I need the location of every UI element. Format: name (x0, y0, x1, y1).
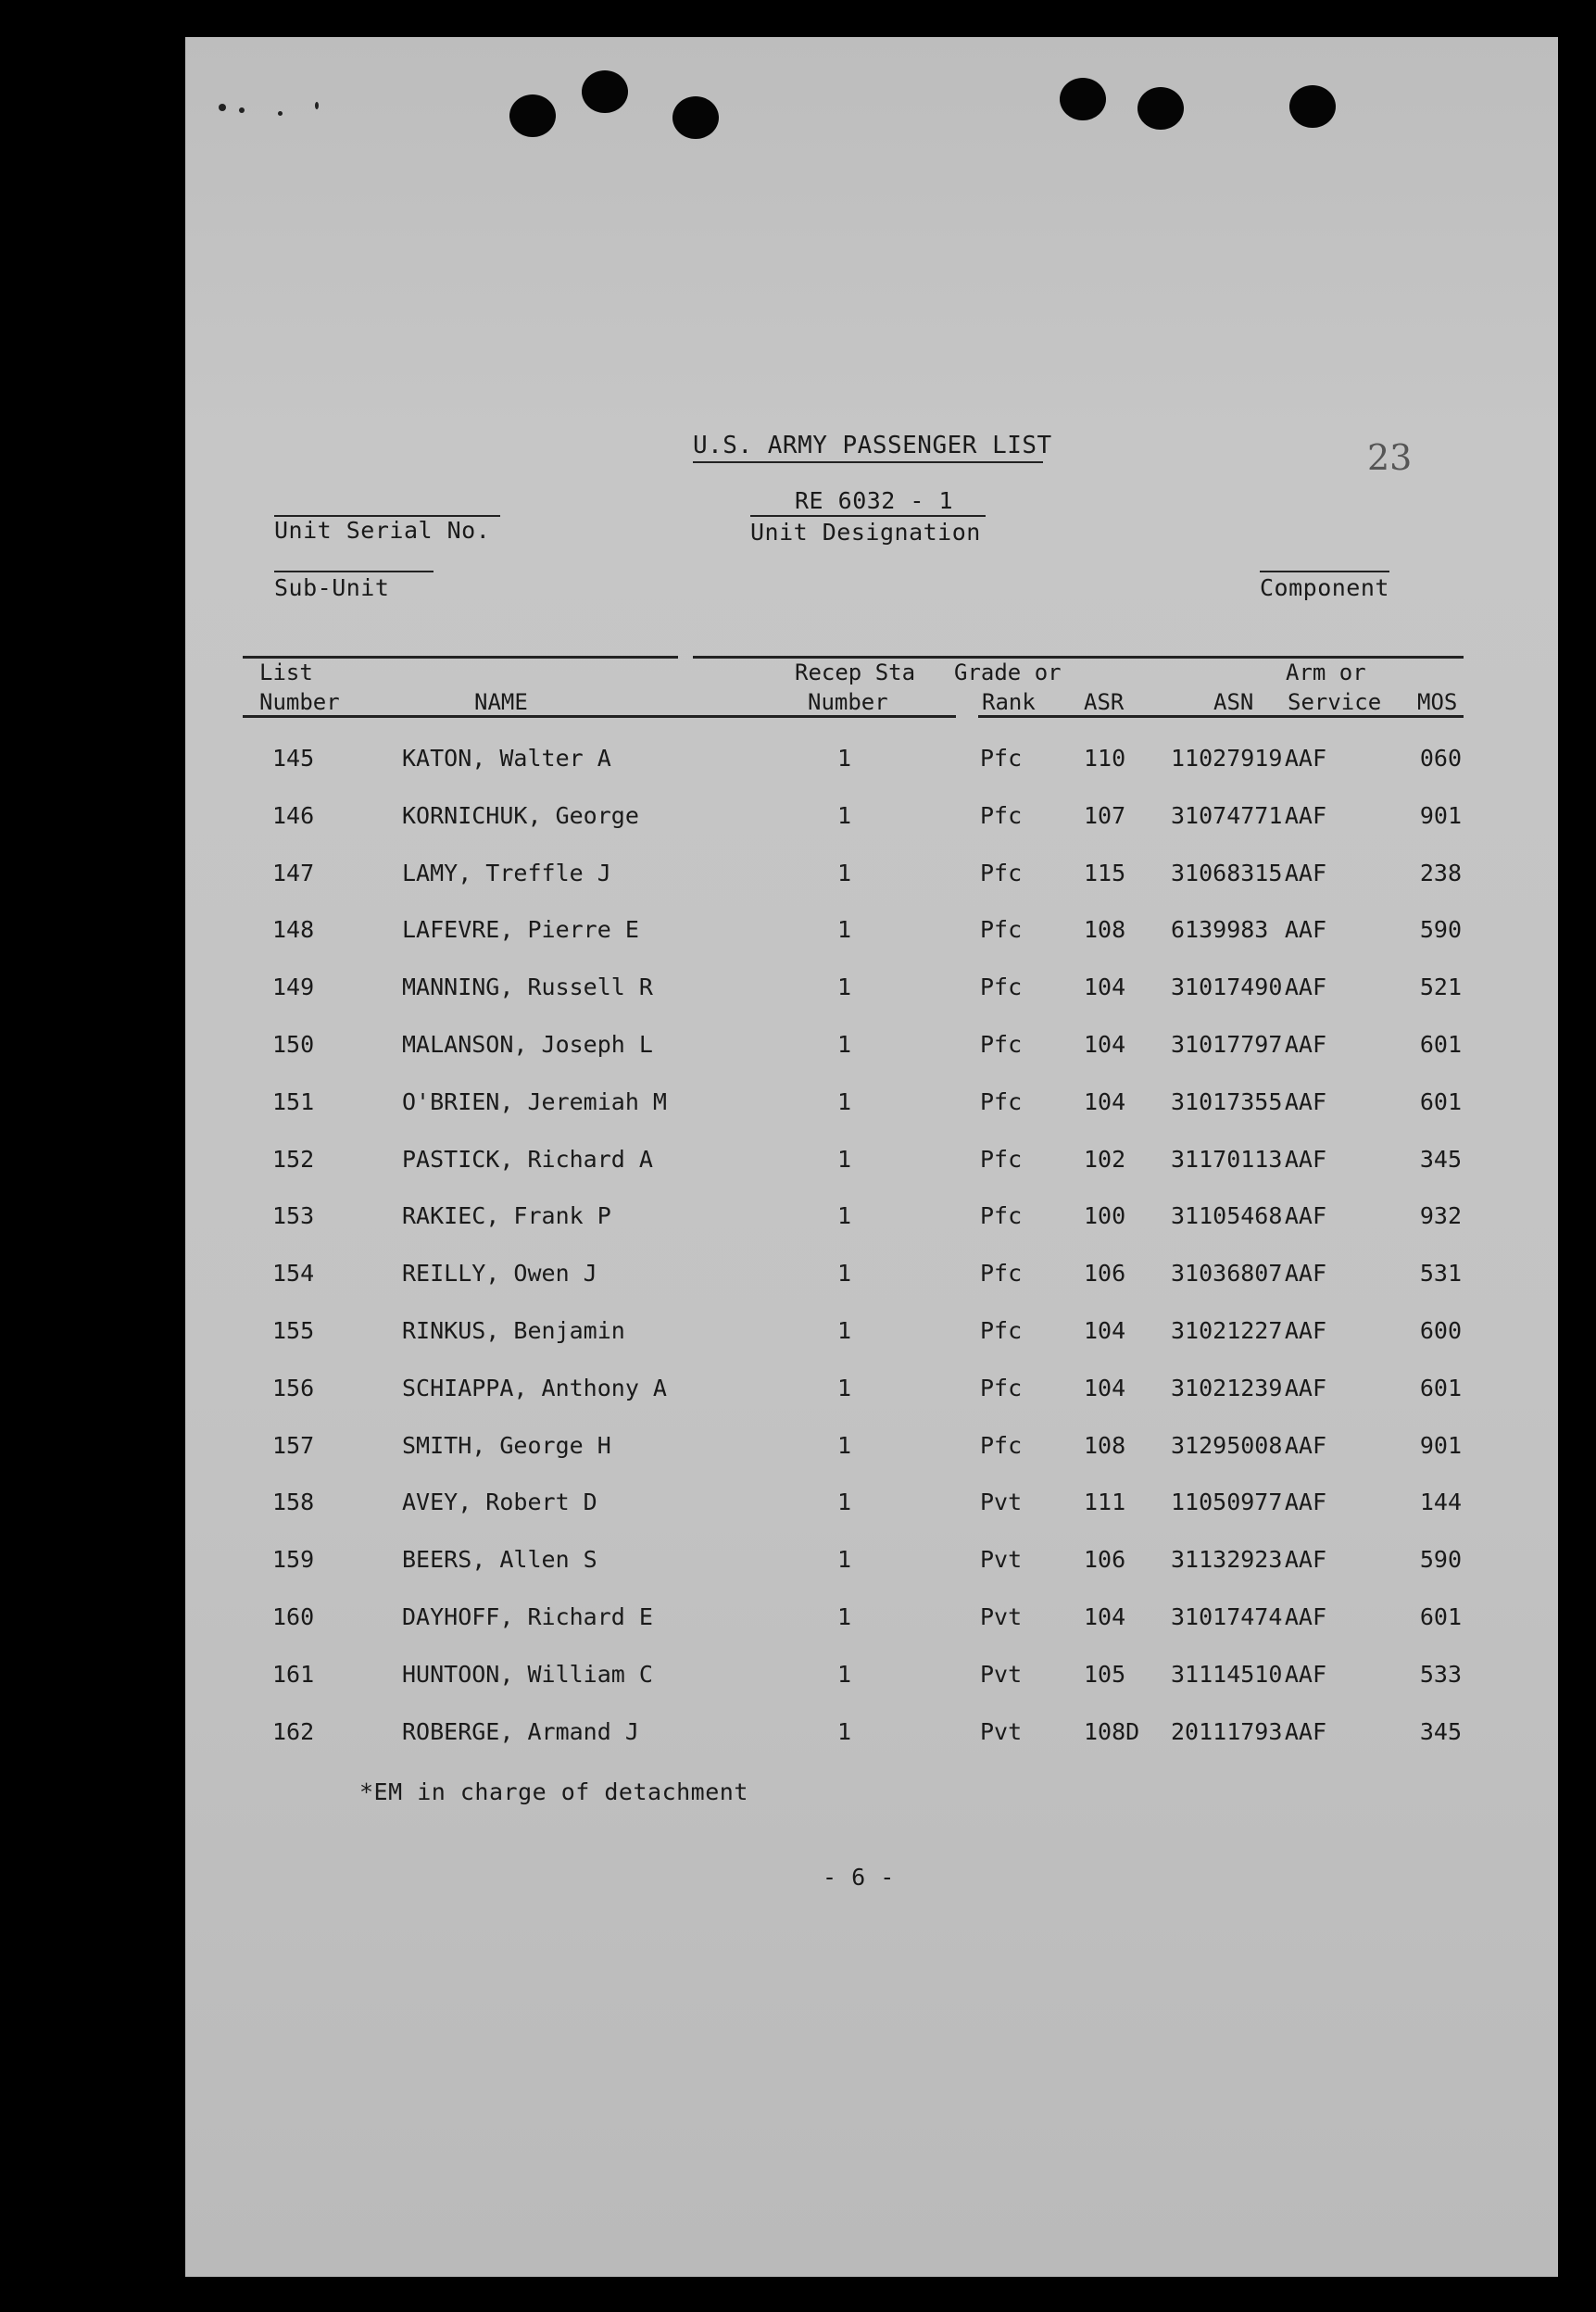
cell-asn: 31021227 (1171, 1317, 1283, 1344)
cell-recep-number: 1 (837, 1145, 852, 1173)
cell-name: KORNICHUK, George (402, 801, 639, 829)
cell-asr: 108 (1084, 1431, 1126, 1459)
cell-arm: AAF (1284, 1087, 1326, 1115)
table-row (0, 974, 1596, 1011)
cell-asr: 104 (1084, 1374, 1126, 1401)
table-row (0, 1661, 1596, 1698)
header-grade: Rank (982, 689, 1036, 715)
cell-recep-number: 1 (837, 859, 852, 886)
cell-asr: 106 (1084, 1260, 1126, 1288)
cell-mos: 531 (1419, 1260, 1462, 1288)
cell-name: RAKIEC, Frank P (402, 1202, 611, 1230)
table-header-rule (243, 715, 956, 718)
cell-asr: 115 (1084, 859, 1126, 886)
header-grade: Grade or (954, 660, 1062, 685)
cell-arm: AAF (1284, 745, 1326, 772)
cell-mos: 601 (1419, 1087, 1462, 1115)
cell-asr: 102 (1084, 1145, 1126, 1173)
cell-arm: AAF (1284, 859, 1326, 886)
table-row (0, 1260, 1596, 1297)
component-label: Component (1260, 574, 1389, 601)
cell-recep-number: 1 (837, 1087, 852, 1115)
cell-mos: 533 (1419, 1660, 1462, 1688)
speck (278, 111, 283, 116)
cell-name: REILLY, Owen J (402, 1260, 597, 1288)
header-asn: ASN (1213, 689, 1254, 715)
cell-asn: 11050977 (1171, 1489, 1283, 1516)
cell-list-number: 162 (272, 1717, 315, 1745)
cell-asn: 31074771 (1171, 801, 1283, 829)
cell-mos: 144 (1419, 1489, 1462, 1516)
cell-arm: AAF (1284, 1202, 1326, 1230)
cell-name: SMITH, George H (402, 1431, 611, 1459)
table-row (0, 802, 1596, 839)
cell-recep-number: 1 (837, 1260, 852, 1288)
cell-arm: AAF (1284, 1031, 1326, 1058)
table-row (0, 1317, 1596, 1354)
cell-asn: 31036807 (1171, 1260, 1283, 1288)
cell-asn: 31017474 (1171, 1603, 1283, 1630)
cell-list-number: 150 (272, 1031, 315, 1058)
cell-arm: AAF (1284, 1603, 1326, 1630)
cell-name: HUNTOON, William C (402, 1660, 653, 1688)
cell-name: LAMY, Treffle J (402, 859, 611, 886)
cell-name: PASTICK, Richard A (402, 1145, 653, 1173)
header-recep-sta: Number (808, 689, 888, 715)
cell-arm: AAF (1284, 1145, 1326, 1173)
punch-hole (1289, 85, 1336, 128)
unit-designation-value: RE 6032 - 1 (795, 487, 954, 514)
cell-recep-number: 1 (837, 1717, 852, 1745)
cell-asr: 104 (1084, 1031, 1126, 1058)
header-arm: Arm or (1286, 660, 1366, 685)
cell-recep-number: 1 (837, 1317, 852, 1344)
cell-mos: 590 (1419, 1546, 1462, 1574)
cell-grade: Pfc (980, 1202, 1023, 1230)
cell-arm: AAF (1284, 974, 1326, 1001)
cell-recep-number: 1 (837, 1031, 852, 1058)
punch-hole (582, 70, 628, 113)
cell-asn: 31114510 (1171, 1660, 1283, 1688)
cell-grade: Pvt (980, 1660, 1023, 1688)
cell-grade: Pvt (980, 1546, 1023, 1574)
cell-list-number: 156 (272, 1374, 315, 1401)
cell-recep-number: 1 (837, 1489, 852, 1516)
cell-asr: 104 (1084, 1087, 1126, 1115)
cell-list-number: 151 (272, 1087, 315, 1115)
sub-unit-label: Sub-Unit (274, 574, 390, 601)
cell-mos: 060 (1419, 745, 1462, 772)
cell-asr: 106 (1084, 1546, 1126, 1574)
page-number: 23 (1367, 437, 1413, 478)
header-name: NAME (474, 689, 528, 715)
cell-asr: 104 (1084, 1317, 1126, 1344)
header-recep-sta: Recep Sta (795, 660, 916, 685)
cell-list-number: 148 (272, 916, 315, 944)
table-row (0, 860, 1596, 897)
footer-page-number: - 6 - (823, 1864, 895, 1891)
cell-grade: Pfc (980, 1087, 1023, 1115)
cell-list-number: 147 (272, 859, 315, 886)
cell-list-number: 158 (272, 1489, 315, 1516)
cell-name: RINKUS, Benjamin (402, 1317, 625, 1344)
cell-asn: 31295008 (1171, 1431, 1283, 1459)
cell-asn: 31017355 (1171, 1087, 1283, 1115)
punch-hole (1137, 87, 1184, 130)
cell-asn: 11027919 (1171, 745, 1283, 772)
cell-name: BEERS, Allen S (402, 1546, 597, 1574)
table-row (0, 1489, 1596, 1526)
unit-designation-label: Unit Designation (750, 519, 981, 546)
table-row (0, 1031, 1596, 1068)
cell-grade: Pvt (980, 1717, 1023, 1745)
cell-asn: 6139983 (1171, 916, 1269, 944)
table-row (0, 745, 1596, 782)
cell-list-number: 161 (272, 1660, 315, 1688)
cell-recep-number: 1 (837, 801, 852, 829)
header-asr: ASR (1084, 689, 1125, 715)
cell-mos: 601 (1419, 1603, 1462, 1630)
table-row (0, 1432, 1596, 1469)
cell-list-number: 153 (272, 1202, 315, 1230)
table-top-rule (243, 656, 678, 659)
cell-mos: 901 (1419, 801, 1462, 829)
header-mos: MOS (1417, 689, 1458, 715)
cell-arm: AAF (1284, 1546, 1326, 1574)
cell-grade: Pfc (980, 745, 1023, 772)
speck (219, 104, 226, 111)
cell-mos: 345 (1419, 1145, 1462, 1173)
cell-name: DAYHOFF, Richard E (402, 1603, 653, 1630)
cell-recep-number: 1 (837, 1374, 852, 1401)
table-top-rule (693, 656, 1464, 659)
cell-name: MALANSON, Joseph L (402, 1031, 653, 1058)
speck (239, 107, 245, 113)
header-list-number: List (259, 660, 313, 685)
cell-mos: 932 (1419, 1202, 1462, 1230)
cell-grade: Pfc (980, 1317, 1023, 1344)
cell-grade: Pfc (980, 1260, 1023, 1288)
cell-recep-number: 1 (837, 916, 852, 944)
component-line (1260, 571, 1389, 572)
cell-asr: 104 (1084, 974, 1126, 1001)
cell-list-number: 149 (272, 974, 315, 1001)
cell-asn: 31021239 (1171, 1374, 1283, 1401)
cell-name: AVEY, Robert D (402, 1489, 597, 1516)
cell-grade: Pfc (980, 1374, 1023, 1401)
cell-arm: AAF (1284, 1660, 1326, 1688)
cell-name: LAFEVRE, Pierre E (402, 916, 639, 944)
table-row (0, 1146, 1596, 1183)
header-list-number: Number (259, 689, 340, 715)
cell-recep-number: 1 (837, 974, 852, 1001)
cell-arm: AAF (1284, 916, 1326, 944)
cell-grade: Pfc (980, 974, 1023, 1001)
cell-asr: 108 (1084, 916, 1126, 944)
cell-arm: AAF (1284, 1260, 1326, 1288)
cell-grade: Pfc (980, 916, 1023, 944)
cell-list-number: 159 (272, 1546, 315, 1574)
cell-recep-number: 1 (837, 1431, 852, 1459)
cell-arm: AAF (1284, 1489, 1326, 1516)
cell-arm: AAF (1284, 1717, 1326, 1745)
table-row (0, 1603, 1596, 1640)
sub-unit-line (274, 571, 434, 572)
speck (315, 102, 319, 109)
cell-list-number: 145 (272, 745, 315, 772)
cell-asn: 31132923 (1171, 1546, 1283, 1574)
cell-mos: 345 (1419, 1717, 1462, 1745)
cell-mos: 590 (1419, 916, 1462, 944)
cell-grade: Pfc (980, 1145, 1023, 1173)
cell-asn: 31017490 (1171, 974, 1283, 1001)
cell-name: ROBERGE, Armand J (402, 1717, 639, 1745)
table-row (0, 1718, 1596, 1755)
cell-grade: Pfc (980, 859, 1023, 886)
cell-mos: 600 (1419, 1317, 1462, 1344)
header-arm: Service (1288, 689, 1382, 715)
cell-asr: 108D (1084, 1717, 1140, 1745)
cell-list-number: 155 (272, 1317, 315, 1344)
cell-mos: 601 (1419, 1374, 1462, 1401)
table-row (0, 1088, 1596, 1125)
unit-serial-label: Unit Serial No. (274, 517, 491, 544)
cell-list-number: 157 (272, 1431, 315, 1459)
table-row (0, 1375, 1596, 1412)
cell-name: MANNING, Russell R (402, 974, 653, 1001)
cell-list-number: 146 (272, 801, 315, 829)
cell-mos: 238 (1419, 859, 1462, 886)
cell-asn: 20111793 (1171, 1717, 1283, 1745)
cell-mos: 901 (1419, 1431, 1462, 1459)
cell-list-number: 154 (272, 1260, 315, 1288)
table-header-rule (978, 715, 1464, 718)
cell-mos: 521 (1419, 974, 1462, 1001)
cell-asn: 31170113 (1171, 1145, 1283, 1173)
table-row (0, 1202, 1596, 1239)
cell-asr: 107 (1084, 801, 1126, 829)
cell-asr: 105 (1084, 1660, 1126, 1688)
cell-arm: AAF (1284, 1374, 1326, 1401)
cell-mos: 601 (1419, 1031, 1462, 1058)
cell-grade: Pfc (980, 1031, 1023, 1058)
footnote: *EM in charge of detachment (359, 1778, 748, 1805)
cell-recep-number: 1 (837, 1202, 852, 1230)
cell-arm: AAF (1284, 1431, 1326, 1459)
unit-designation-line (750, 515, 986, 517)
page-title: U.S. ARMY PASSENGER LIST (693, 432, 1052, 459)
cell-asr: 100 (1084, 1202, 1126, 1230)
title-underline (693, 461, 1043, 463)
cell-recep-number: 1 (837, 1603, 852, 1630)
cell-list-number: 160 (272, 1603, 315, 1630)
cell-name: O'BRIEN, Jeremiah M (402, 1087, 667, 1115)
cell-asn: 31017797 (1171, 1031, 1283, 1058)
cell-asr: 110 (1084, 745, 1126, 772)
cell-list-number: 152 (272, 1145, 315, 1173)
cell-asn: 31105468 (1171, 1202, 1283, 1230)
cell-asr: 104 (1084, 1603, 1126, 1630)
cell-grade: Pfc (980, 801, 1023, 829)
cell-recep-number: 1 (837, 1660, 852, 1688)
cell-asr: 111 (1084, 1489, 1126, 1516)
cell-asn: 31068315 (1171, 859, 1283, 886)
punch-hole (509, 94, 556, 137)
cell-grade: Pfc (980, 1431, 1023, 1459)
cell-arm: AAF (1284, 801, 1326, 829)
punch-hole (672, 96, 719, 139)
cell-recep-number: 1 (837, 1546, 852, 1574)
cell-arm: AAF (1284, 1317, 1326, 1344)
table-row (0, 916, 1596, 953)
punch-hole (1060, 78, 1106, 120)
cell-name: SCHIAPPA, Anthony A (402, 1374, 667, 1401)
cell-name: KATON, Walter A (402, 745, 611, 772)
cell-grade: Pvt (980, 1489, 1023, 1516)
cell-grade: Pvt (980, 1603, 1023, 1630)
table-row (0, 1546, 1596, 1583)
cell-recep-number: 1 (837, 745, 852, 772)
